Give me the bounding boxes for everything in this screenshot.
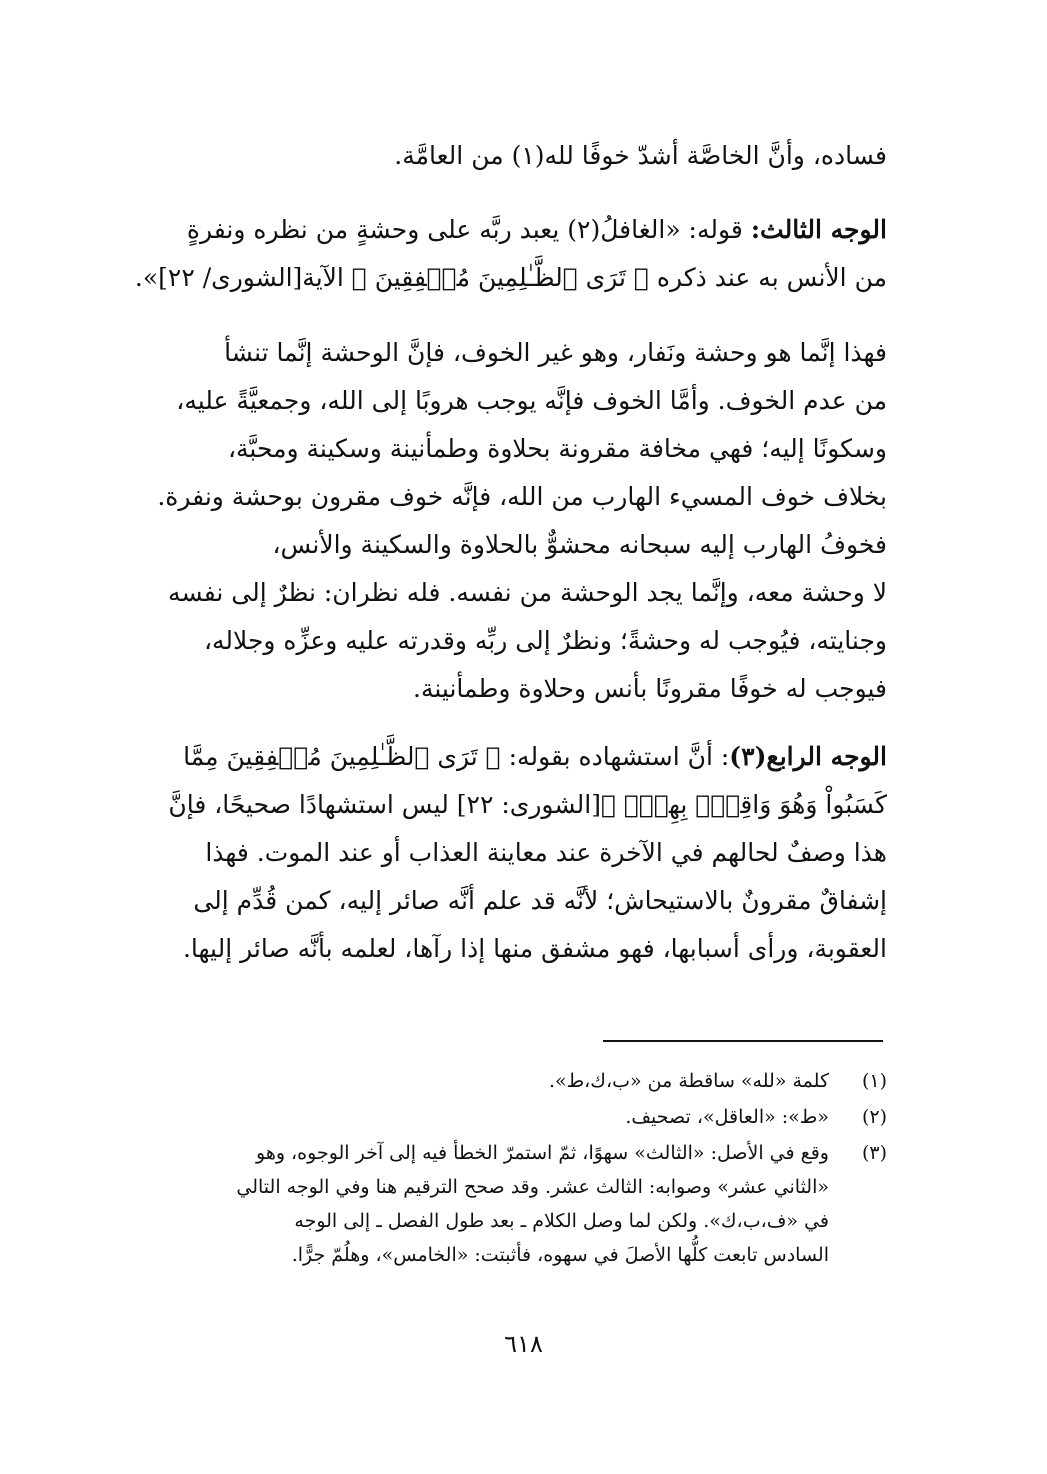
paragraph-continuation	[110, 132, 887, 180]
footnote-separator	[603, 1040, 883, 1042]
footnote-text	[110, 1136, 829, 1272]
text-line: من الأنس به عند ذكره ﴿ تَرَى ٱلظَّـٰلِمِينَ مُشۡفِقِينَ ﴾ الآية[الشورى/ ٢٢]».	[134, 263, 887, 292]
footnote-line: كلمة «لله» ساقطة من «ب،ك،ط».	[548, 1070, 829, 1092]
text-line	[110, 206, 887, 254]
paragraph-commentary	[110, 329, 887, 713]
footnote	[110, 1136, 887, 1272]
footnote-line: وقع في الأصل: «الثالث» سهوًا، ثمّ استمرّ الخطأ فيه إلى آخر الوجوه، وهو	[256, 1142, 829, 1164]
text-run: : أنَّ استشهاده بقوله: ﴿ تَرَى ٱلظَّـٰلِمِينَ مُشۡفِقِينَ مِمَّا	[183, 742, 730, 771]
footnote-line: السادس تابعت كلُّها الأصلَ في سهوه، فأثبتت: «الخامس»، وهلُمّ جرًّا.	[291, 1244, 829, 1266]
text-line	[110, 733, 887, 781]
paragraph-fourth-aspect	[110, 733, 887, 973]
text-line: إشفاقٌ مقرونٌ بالاستيحاش؛ لأنَّه قد علم أنَّه صائر إليه، كمن قُدِّم إلى	[193, 886, 887, 915]
page-number: ٦١٨	[504, 1330, 543, 1358]
footnote-number: (١)	[861, 1070, 887, 1092]
paragraph-third-aspect	[110, 206, 887, 302]
footnote-line: «الثاني عشر» وصوابه: الثالث عشر. وقد صحح الترقيم هنا وفي الوجه التالي	[236, 1176, 829, 1198]
text-line: من عدم الخوف. وأمَّا الخوف فإنَّه يوجب هروبًا إلى الله، وجمعيَّةً عليه،	[176, 386, 887, 415]
section-heading: الوجه الثالث:	[750, 215, 887, 244]
text-run: قوله: «الغافلُ(٢) يعبد ربَّه على وحشةٍ من نظره ونفرةٍ	[186, 215, 743, 244]
text-line: العقوبة، ورأى أسبابها، فهو مشفق منها إذا رآها، لعلمه بأنَّه صائر إليها.	[182, 934, 887, 963]
text-line: بخلاف خوف المسيء الهارب من الله، فإنَّه خوف مقرون بوحشة ونفرة.	[157, 482, 887, 511]
footnote-line: «ط»: «العاقل»، تصحيف.	[625, 1106, 829, 1128]
section-heading: الوجه الرابع(٣)	[729, 742, 887, 771]
text-line: فهذا إنَّما هو وحشة ونَفار، وهو غير الخوف، فإنَّ الوحشة إنَّما تنشأ	[224, 338, 887, 367]
footnote-number: (٢)	[861, 1106, 887, 1128]
text-line: كَسَبُواْ وَهُوَ وَاقِعُۢ بِهِمۡۗ ﴾[الشورى: ٢٢] ليس استشهادًا صحيحًا، فإنَّ	[168, 790, 887, 819]
footnote-line: في «ف،ب،ك». ولكن لما وصل الكلام ـ بعد طول الفصل ـ إلى الوجه	[294, 1210, 829, 1232]
text-line: فيوجب له خوفًا مقرونًا بأنس وحلاوة وطمأنينة.	[413, 674, 887, 703]
footnote-text	[110, 1064, 829, 1098]
footnote	[110, 1064, 887, 1098]
text-line: فخوفُ الهارب إليه سبحانه محشوٌّ بالحلاوة والسكينة والأنس،	[272, 530, 887, 559]
text-line: لا وحشة معه، وإنَّما يجد الوحشة من نفسه. فله نظران: نظرٌ إلى نفسه	[168, 578, 887, 607]
text-line: وجنايته، فيُوجب له وحشةً؛ ونظرٌ إلى ربِّه وقدرته عليه وعزِّه وجلاله،	[203, 626, 887, 655]
footnote	[110, 1100, 887, 1134]
footnote-number: (٣)	[861, 1142, 887, 1164]
footnotes	[110, 1064, 887, 1274]
footnote-text	[110, 1100, 829, 1134]
text-line: وسكونًا إليه؛ فهي مخافة مقرونة بحلاوة وطمأنينة وسكينة ومحبَّة،	[227, 434, 887, 463]
text-line: هذا وصفٌ لحالهم في الآخرة عند معاينة العذاب أو عند الموت. فهذا	[205, 838, 887, 867]
text-line: فساده، وأنَّ الخاصَّة أشدّ خوفًا لله(١) من العامَّة.	[394, 141, 887, 170]
